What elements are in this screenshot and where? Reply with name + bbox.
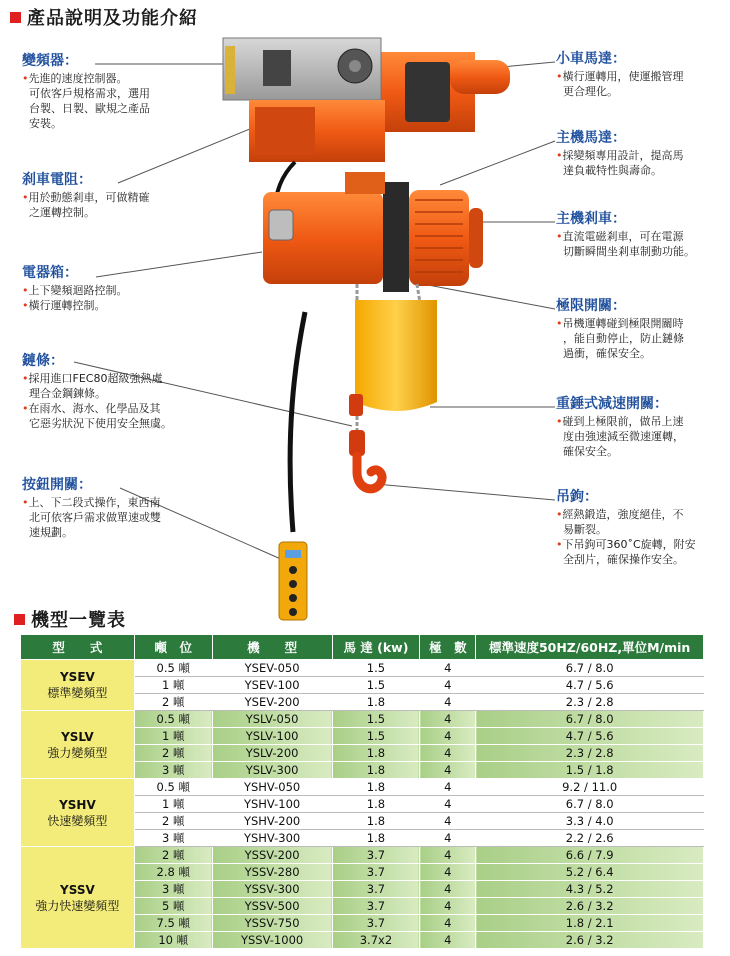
table-row: 2 噸 YSEV-200 1.8 4 2.3 / 2.8 <box>21 694 704 711</box>
callout-line: 度由強速減至微速運轉， <box>563 430 684 443</box>
table-row: 1 噸 YSHV-100 1.8 4 6.7 / 8.0 <box>21 796 704 813</box>
callout-line: •碰到上極限前，做吊上速 <box>556 415 684 428</box>
callout-line: 易斷裂。 <box>563 523 607 536</box>
brake-resistor <box>255 107 315 155</box>
callout-main-brake <box>556 212 695 259</box>
chain-bag <box>355 300 437 411</box>
callout-line: 確保安全。 <box>563 445 618 458</box>
callout-electrical-box <box>22 266 128 313</box>
hook-icon <box>357 456 382 489</box>
pendant-button-icon <box>289 580 297 588</box>
callout-line: 速規劃。 <box>29 526 73 539</box>
pendant-label <box>285 550 301 558</box>
callout-title: 按鈕開關： <box>22 477 92 493</box>
table-row: 2 噸 YSLV-200 1.8 4 2.3 / 2.8 <box>21 745 704 762</box>
table-row: YSEV 標準變頻型 0.5 噸 YSEV-050 1.5 4 6.7 / 8.0 <box>21 660 704 677</box>
callout-title: 刹車電阻： <box>22 172 92 188</box>
callout-line: •橫行運轉用，使運搬管理 <box>556 70 684 83</box>
table-header-row <box>21 635 704 660</box>
table-row: 1 噸 YSLV-100 1.5 4 4.7 / 5.6 <box>21 728 704 745</box>
product-description-title: 產品說明及功能介紹 <box>10 4 198 30</box>
callout-line: •在雨水、海水、化學品及其 <box>22 402 161 415</box>
callout-title: 極限開關： <box>556 298 626 314</box>
callout-line: 達負載特性與壽命。 <box>563 164 662 177</box>
callout-limit-switch <box>556 299 684 361</box>
callout-line: 可依客戶規格需求，選用 <box>29 87 150 100</box>
trolley-motor <box>450 60 510 94</box>
callout-main-motor <box>556 131 684 178</box>
trolley-wheel <box>405 62 450 122</box>
callout-title: 鏈條： <box>22 353 64 369</box>
inverter-panel <box>263 50 291 86</box>
group-cell: YSLV 強力變頻型 <box>21 711 135 779</box>
group-cell: YSHV 快速變頻型 <box>21 779 135 847</box>
table-row: YSHV 快速變頻型 0.5 噸 YSHV-050 1.8 4 9.2 / 11.0 <box>21 779 704 796</box>
col-header-speed: 標準速度50HZ/60HZ,單位M/min <box>476 635 704 660</box>
callout-line: •吊機運轉碰到極限開關時 <box>556 317 684 330</box>
table-row: 2.8 噸 YSSV-280 3.7 4 5.2 / 6.4 <box>21 864 704 881</box>
pendant-button-icon <box>289 566 297 574</box>
callout-line: 切斷瞬間坐剎車制動功能。 <box>563 245 695 258</box>
model-spec-table <box>20 634 704 949</box>
table-row: YSSV 強力快速變頻型 2 噸 YSSV-200 3.7 4 6.6 / 7.9 <box>21 847 704 864</box>
hook-block <box>349 394 363 416</box>
table-row: 5 噸 YSSV-500 3.7 4 2.6 / 3.2 <box>21 898 704 915</box>
model-list-title: 機型一覽表 <box>14 606 126 632</box>
pendant-button-icon <box>289 608 297 616</box>
table-row: 3 噸 YSSV-300 3.7 4 4.3 / 5.2 <box>21 881 704 898</box>
pendant-button-icon <box>289 594 297 602</box>
motor-flange <box>383 182 409 292</box>
callout-line: •採變頻專用設計，提高馬 <box>556 149 684 162</box>
callout-title: 重錘式減速開關： <box>556 396 668 412</box>
callout-line: 理合金鋼鍊條。 <box>29 387 106 400</box>
group-cell: YSEV 標準變頻型 <box>21 660 135 711</box>
callout-line: 台製、日製、歐規之產品 <box>29 102 150 115</box>
callout-deceleration-switch <box>556 397 684 459</box>
limit-switch-cover <box>269 210 293 240</box>
table-row: 3 噸 YSHV-300 1.8 4 2.2 / 2.6 <box>21 830 704 847</box>
brake-cover <box>469 208 483 268</box>
pendant-cable <box>290 312 305 532</box>
cooling-fan-hub <box>349 60 361 72</box>
table-row: 7.5 噸 YSSV-750 3.7 4 1.8 / 2.1 <box>21 915 704 932</box>
callout-line: ，能自動停止，防止鏈條 <box>563 332 684 345</box>
callout-line: •採用進口FEC80超級強熱處 <box>22 372 163 385</box>
callout-line: 之運轉控制。 <box>29 206 95 219</box>
callout-line: 北可依客戶需求做單速或雙 <box>29 511 161 524</box>
group-cell: YSSV 強力快速變頻型 <box>21 847 135 949</box>
callout-line: 安裝。 <box>29 117 62 130</box>
callout-line: •上下變頻迴路控制。 <box>22 284 128 297</box>
callout-inverter <box>22 54 150 131</box>
col-header-model: 機 型 <box>212 635 332 660</box>
electric-chain-hoist-illustration <box>205 32 525 622</box>
callout-line: •直流電磁剎車，可在電源 <box>556 230 684 243</box>
callout-title: 小車馬達： <box>556 51 626 67</box>
callout-chain <box>22 354 172 431</box>
table-row: YSLV 強力變頻型 0.5 噸 YSLV-050 1.5 4 6.7 / 8.0 <box>21 711 704 728</box>
callout-hook <box>556 490 696 567</box>
callout-line: •上、下二段式操作，東西南 <box>22 496 161 509</box>
callout-line: •經熱鍛造，強度絕佳，不 <box>556 508 684 521</box>
callout-trolley-motor <box>556 52 684 99</box>
callout-line: 全刮片，確保操作安全。 <box>563 553 684 566</box>
callout-line: •用於動態剎車，可做精確 <box>22 191 150 204</box>
callout-brake-resistor <box>22 173 150 220</box>
callout-title: 主機剎車： <box>556 211 626 227</box>
callout-title: 吊鉤： <box>556 489 598 505</box>
callout-line: •先進的速度控制器。 <box>22 72 128 85</box>
col-header-motor: 馬 達 (kw) <box>332 635 420 660</box>
callout-title: 電器箱： <box>22 265 78 281</box>
red-square-icon <box>14 614 25 625</box>
callout-title: 變頻器： <box>22 53 78 69</box>
table-row: 1 噸 YSEV-100 1.5 4 4.7 / 5.6 <box>21 677 704 694</box>
callout-line: 更合理化。 <box>563 85 618 98</box>
top-suspension <box>345 172 385 194</box>
callout-line: 過衝，確保安全。 <box>563 347 651 360</box>
callout-line: 它惡劣狀況下使用安全無虞。 <box>29 417 172 430</box>
table-row: 10 噸 YSSV-1000 3.7x2 4 2.6 / 3.2 <box>21 932 704 949</box>
col-header-type: 型 式 <box>21 635 135 660</box>
table-row: 2 噸 YSHV-200 1.8 4 3.3 / 4.0 <box>21 813 704 830</box>
col-header-poles: 極 數 <box>420 635 476 660</box>
table-row: 3 噸 YSLV-300 1.8 4 1.5 / 1.8 <box>21 762 704 779</box>
callout-title: 主機馬達： <box>556 130 626 146</box>
col-header-tonnage: 噸 位 <box>134 635 212 660</box>
callout-push-button <box>22 478 161 540</box>
callout-line: •橫行運轉控制。 <box>22 299 106 312</box>
inverter-label <box>225 46 235 94</box>
callout-line: •下吊鉤可360˚C旋轉，附安 <box>556 538 696 551</box>
